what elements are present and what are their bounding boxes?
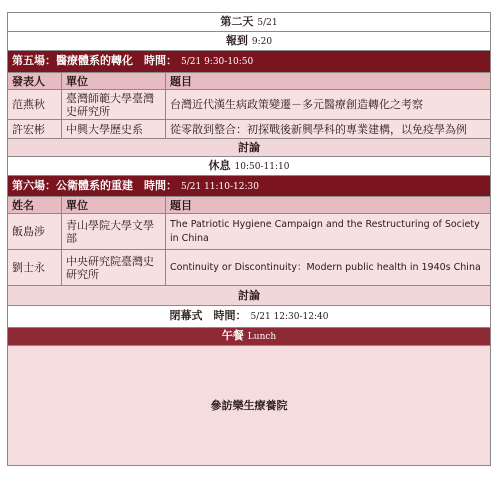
table-row xyxy=(8,90,491,120)
session5-time: 5/21 9:30-10:50 xyxy=(181,57,254,67)
break-time: 10:50-11:10 xyxy=(234,161,290,172)
presenter-unit: 中央研究院臺灣史研究所 xyxy=(62,250,166,286)
day-label: 第二天 xyxy=(220,14,254,28)
closing-time: 5/21 12:30-12:40 xyxy=(250,312,329,322)
agenda-table-wrapper xyxy=(7,12,491,466)
visit-label: 參訪樂生療養院 xyxy=(210,399,288,412)
presentation-topic: The Patriotic Hygiene Campaign and the Restructuring of Society in China xyxy=(166,214,491,250)
header-topic: 題目 xyxy=(166,197,491,214)
session5-title-bar xyxy=(8,51,491,73)
break-label: 休息 xyxy=(208,158,231,172)
session6-title-bar xyxy=(8,176,491,197)
header-topic: 題目 xyxy=(166,73,491,90)
session6-time: 5/21 11:10-12:30 xyxy=(181,181,259,192)
table-row xyxy=(8,250,491,286)
session5-header-row xyxy=(8,73,491,90)
header-name: 姓名 xyxy=(8,197,62,214)
lunch-row xyxy=(8,328,491,346)
agenda-table xyxy=(7,12,491,466)
presentation-topic: 台灣近代漢生病政策變遷－多元醫療創造轉化之考察 xyxy=(166,90,491,120)
day-header xyxy=(8,13,491,32)
session5-discussion: 討論 xyxy=(8,139,491,157)
presenter-name: 范燕秋 xyxy=(8,90,62,120)
visit-block xyxy=(8,346,491,466)
registration-row xyxy=(8,32,491,51)
session6-discussion: 討論 xyxy=(8,286,491,306)
table-row xyxy=(8,214,491,250)
registration-time: 9:20 xyxy=(251,36,273,47)
presenter-unit: 中興大學歷史系 xyxy=(62,120,166,139)
presenter-unit: 青山學院大學文學部 xyxy=(62,214,166,250)
closing-row xyxy=(8,306,491,328)
lunch-label: 午餐 xyxy=(221,329,244,342)
header-unit: 單位 xyxy=(62,197,166,214)
table-row xyxy=(8,120,491,139)
session6-header-row xyxy=(8,197,491,214)
presenter-name: 劉士永 xyxy=(8,250,62,286)
presentation-topic: Continuity or Discontinuity：Modern public health in 1940s China xyxy=(166,250,491,286)
lunch-en: Lunch xyxy=(247,332,277,342)
header-unit: 單位 xyxy=(62,73,166,90)
break-row xyxy=(8,157,491,176)
session6-title: 第六場：公衛體系的重建 時間： xyxy=(12,178,177,192)
presentation-topic: 從零散到整合：初探戰後新興學科的專業建構，以免疫學為例 xyxy=(166,120,491,139)
presenter-name: 飯島涉 xyxy=(8,214,62,250)
presenter-name: 許宏彬 xyxy=(8,120,62,139)
header-presenter: 發表人 xyxy=(8,73,62,90)
registration-label: 報到 xyxy=(225,33,248,47)
day-date: 5/21 xyxy=(257,17,278,28)
session5-title: 第五場：醫療體系的轉化 時間： xyxy=(12,54,177,67)
closing-label: 閉幕式 時間： xyxy=(169,309,247,322)
presenter-unit: 臺灣師範大學臺灣史研究所 xyxy=(62,90,166,120)
